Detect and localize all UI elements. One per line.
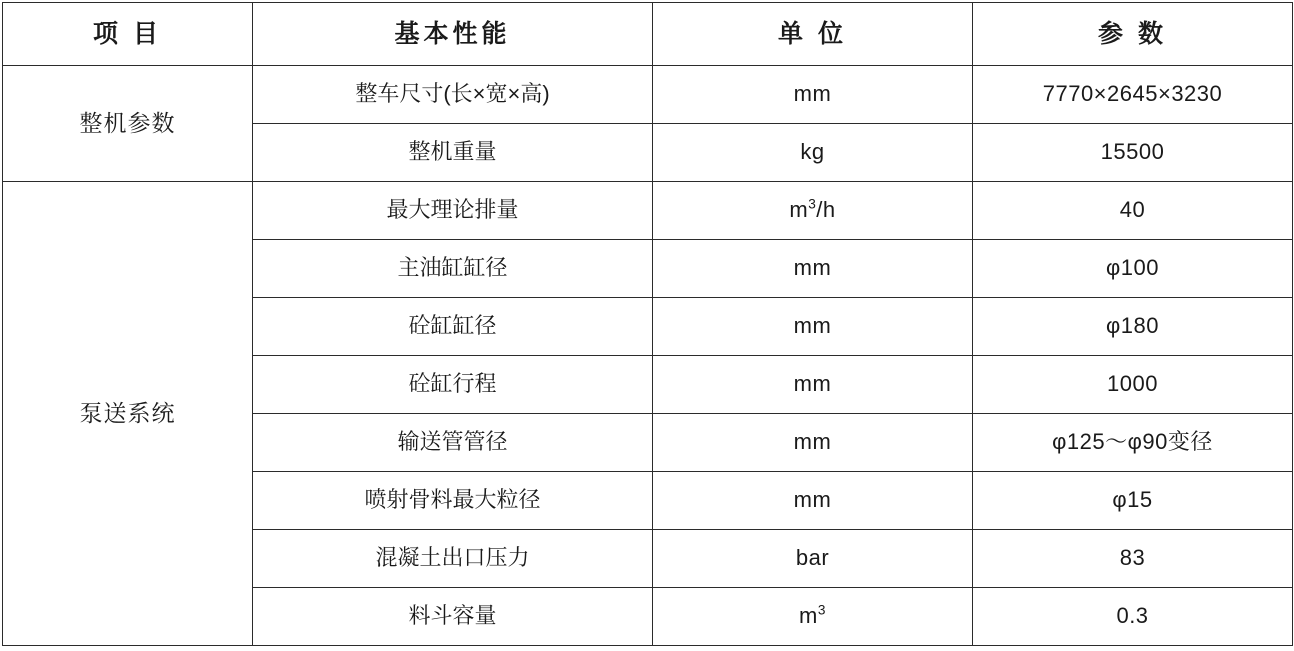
value-label: φ15 bbox=[973, 472, 1293, 530]
item-label: 砼缸行程 bbox=[253, 356, 653, 414]
value-label: 15500 bbox=[973, 124, 1293, 182]
table-row bbox=[3, 66, 1293, 124]
value-label: 7770×2645×3230 bbox=[973, 66, 1293, 124]
value-label: 83 bbox=[973, 530, 1293, 588]
unit-tail: /h bbox=[816, 197, 836, 223]
unit-label: bar bbox=[653, 530, 973, 588]
unit-label: mm bbox=[653, 66, 973, 124]
group-label-whole-machine: 整机参数 bbox=[3, 66, 253, 182]
header-unit: 单 位 bbox=[653, 3, 973, 66]
item-label: 砼缸缸径 bbox=[253, 298, 653, 356]
value-label: φ180 bbox=[973, 298, 1293, 356]
value-label: 0.3 bbox=[973, 588, 1293, 646]
item-label: 主油缸缸径 bbox=[253, 240, 653, 298]
item-label: 最大理论排量 bbox=[253, 182, 653, 240]
value-label: φ125～φ90变径 bbox=[973, 414, 1293, 472]
value-label: 1000 bbox=[973, 356, 1293, 414]
unit-exponent: 3 bbox=[817, 602, 826, 618]
item-label: 喷射骨料最大粒径 bbox=[253, 472, 653, 530]
item-label: 整车尺寸(长×宽×高) bbox=[253, 66, 653, 124]
unit-label: mm bbox=[653, 472, 973, 530]
unit-label: mm bbox=[653, 240, 973, 298]
group-label-pumping-system: 泵送系统 bbox=[3, 182, 253, 646]
item-label: 整机重量 bbox=[253, 124, 653, 182]
header-project: 项 目 bbox=[3, 3, 253, 66]
unit-label bbox=[653, 182, 973, 240]
item-label: 料斗容量 bbox=[253, 588, 653, 646]
header-basic-performance: 基本性能 bbox=[253, 3, 653, 66]
unit-label: mm bbox=[653, 298, 973, 356]
unit-base: m bbox=[799, 603, 818, 629]
unit-label: mm bbox=[653, 414, 973, 472]
table-header-row bbox=[3, 3, 1293, 66]
unit-label: mm bbox=[653, 356, 973, 414]
value-label: 40 bbox=[973, 182, 1293, 240]
item-label: 混凝土出口压力 bbox=[253, 530, 653, 588]
unit-label: kg bbox=[653, 124, 973, 182]
specification-table bbox=[2, 2, 1293, 646]
unit-exponent: 3 bbox=[808, 196, 817, 212]
table-row bbox=[3, 182, 1293, 240]
header-parameter: 参 数 bbox=[973, 3, 1293, 66]
unit-label bbox=[653, 588, 973, 646]
item-label: 输送管管径 bbox=[253, 414, 653, 472]
unit-base: m bbox=[789, 197, 809, 223]
value-label: φ100 bbox=[973, 240, 1293, 298]
